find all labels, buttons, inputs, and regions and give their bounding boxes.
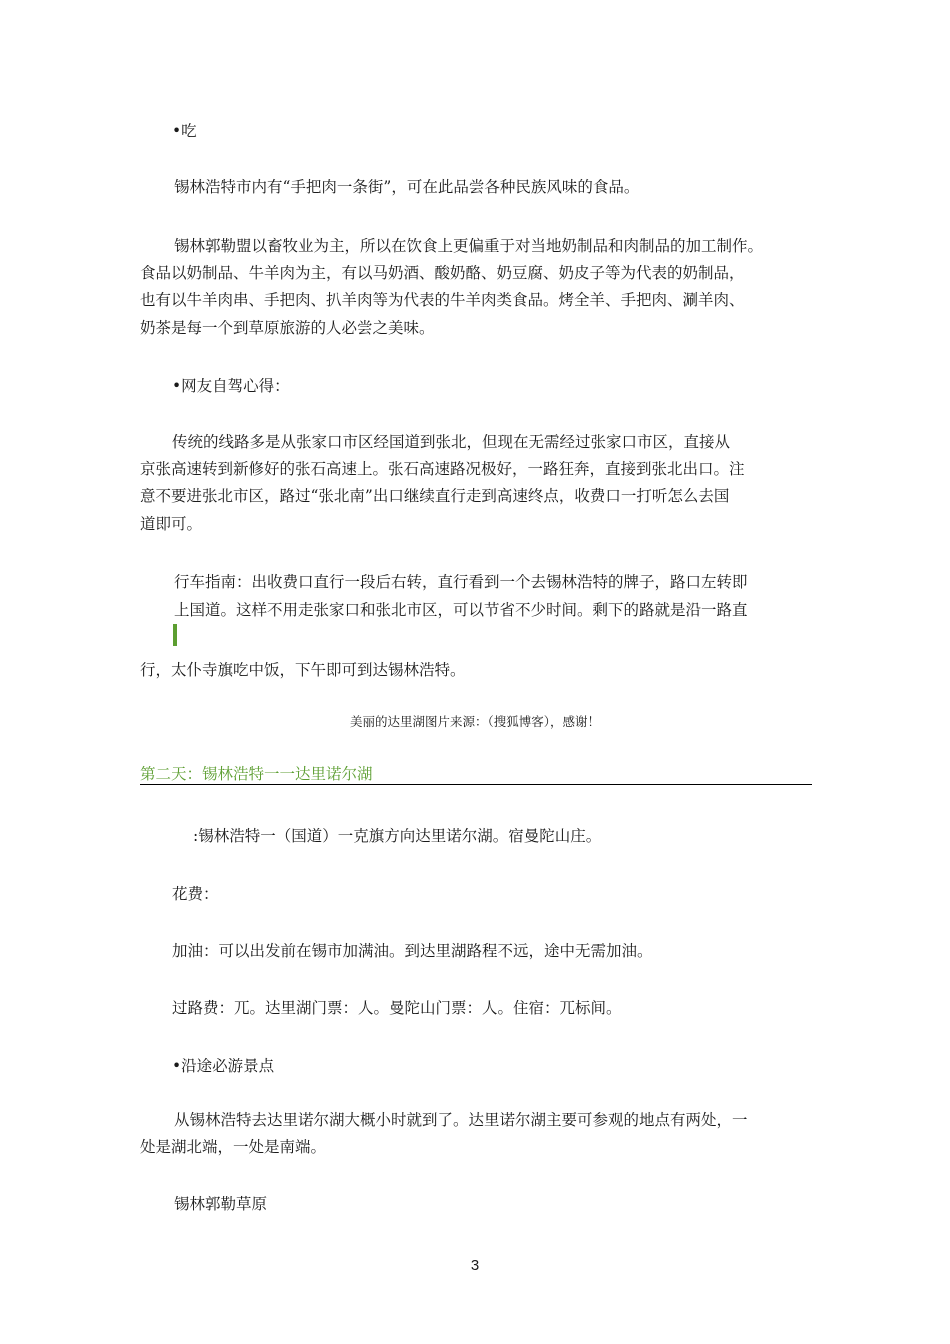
bullet-driving-tips: •网友自驾心得： xyxy=(172,377,290,395)
paragraph-food-line-4: 奶茶是每一个到草原旅游的人必尝之美味。 xyxy=(140,319,435,337)
fees-info: 过路费：兀。达里湖门票：人。曼陀山门票：人。住宿：兀标间。 xyxy=(172,999,622,1017)
green-margin-marker xyxy=(173,624,177,646)
paragraph-route-line-4: 道即可。 xyxy=(140,515,203,533)
paragraph-guide-line-3: 行，太仆寺旗吃中饭，下午即可到达锡林浩特。 xyxy=(140,661,466,679)
day-two-route: :锡林浩特一（国道）一克旗方向达里诺尔湖。宿曼陀山庄。 xyxy=(193,827,602,845)
paragraph-route-line-2: 京张高速转到新修好的张石高速上。张石高速路况极好，一路狂奔，直接到张北出口。注 xyxy=(140,460,745,478)
day-two-heading: 第二天：锡林浩特一一达里诺尔湖 xyxy=(140,765,373,783)
paragraph-food-line-2: 食品以奶制品、牛羊肉为主，有以马奶酒、酸奶酪、奶豆腐、奶皮子等为代表的奶制品， xyxy=(140,264,745,282)
paragraph-route-line-3: 意不要进张北市区，路过“张北南”出口继续直行走到高速终点，收费口一打听怎么去国 xyxy=(140,487,730,505)
paragraph-route-line-1: 传统的线路多是从张家口市区经国道到张北，但现在无需经过张家口市区，直接从 xyxy=(172,433,731,451)
paragraph-guide-line-1: 行车指南：出收费口直行一段后右转，直行看到一个去锡林浩特的牌子，路口左转即 xyxy=(174,573,748,591)
grassland-subheading: 锡林郭勒草原 xyxy=(174,1195,268,1213)
sights-line-2: 处是湖北端，一处是南端。 xyxy=(140,1138,327,1156)
bullet-eat: •吃 xyxy=(172,122,197,140)
page-number: 3 xyxy=(470,1257,480,1274)
paragraph-food-line-1: 锡林郭勒盟以畜牧业为主，所以在饮食上更偏重于对当地奶制品和肉制品的加工制作。 xyxy=(174,237,764,255)
heading-underline xyxy=(140,784,812,785)
cost-label: 花费： xyxy=(172,885,219,903)
image-caption: 美丽的达里湖图片来源：（搜狐博客），感谢！ xyxy=(349,714,600,729)
paragraph-guide-line-2: 上国道。这样不用走张家口和张北市区，可以节省不少时间。剩下的路就是沿一路直 xyxy=(174,601,748,619)
sights-line-1: 从锡林浩特去达里诺尔湖大概小时就到了。达里诺尔湖主要可参观的地点有两处，一 xyxy=(174,1111,748,1129)
paragraph-eat-street: 锡林浩特市内有“手把肉一条街”，可在此品尝各种民族风味的食品。 xyxy=(174,178,640,196)
fuel-info: 加油：可以出发前在锡市加满油。到达里湖路程不远，途中无需加油。 xyxy=(172,942,653,960)
bullet-sights: •沿途必游景点 xyxy=(172,1057,275,1075)
paragraph-food-line-3: 也有以牛羊肉串、手把肉、扒羊肉等为代表的牛羊肉类食品。烤全羊、手把肉、涮羊肉、 xyxy=(140,291,745,309)
